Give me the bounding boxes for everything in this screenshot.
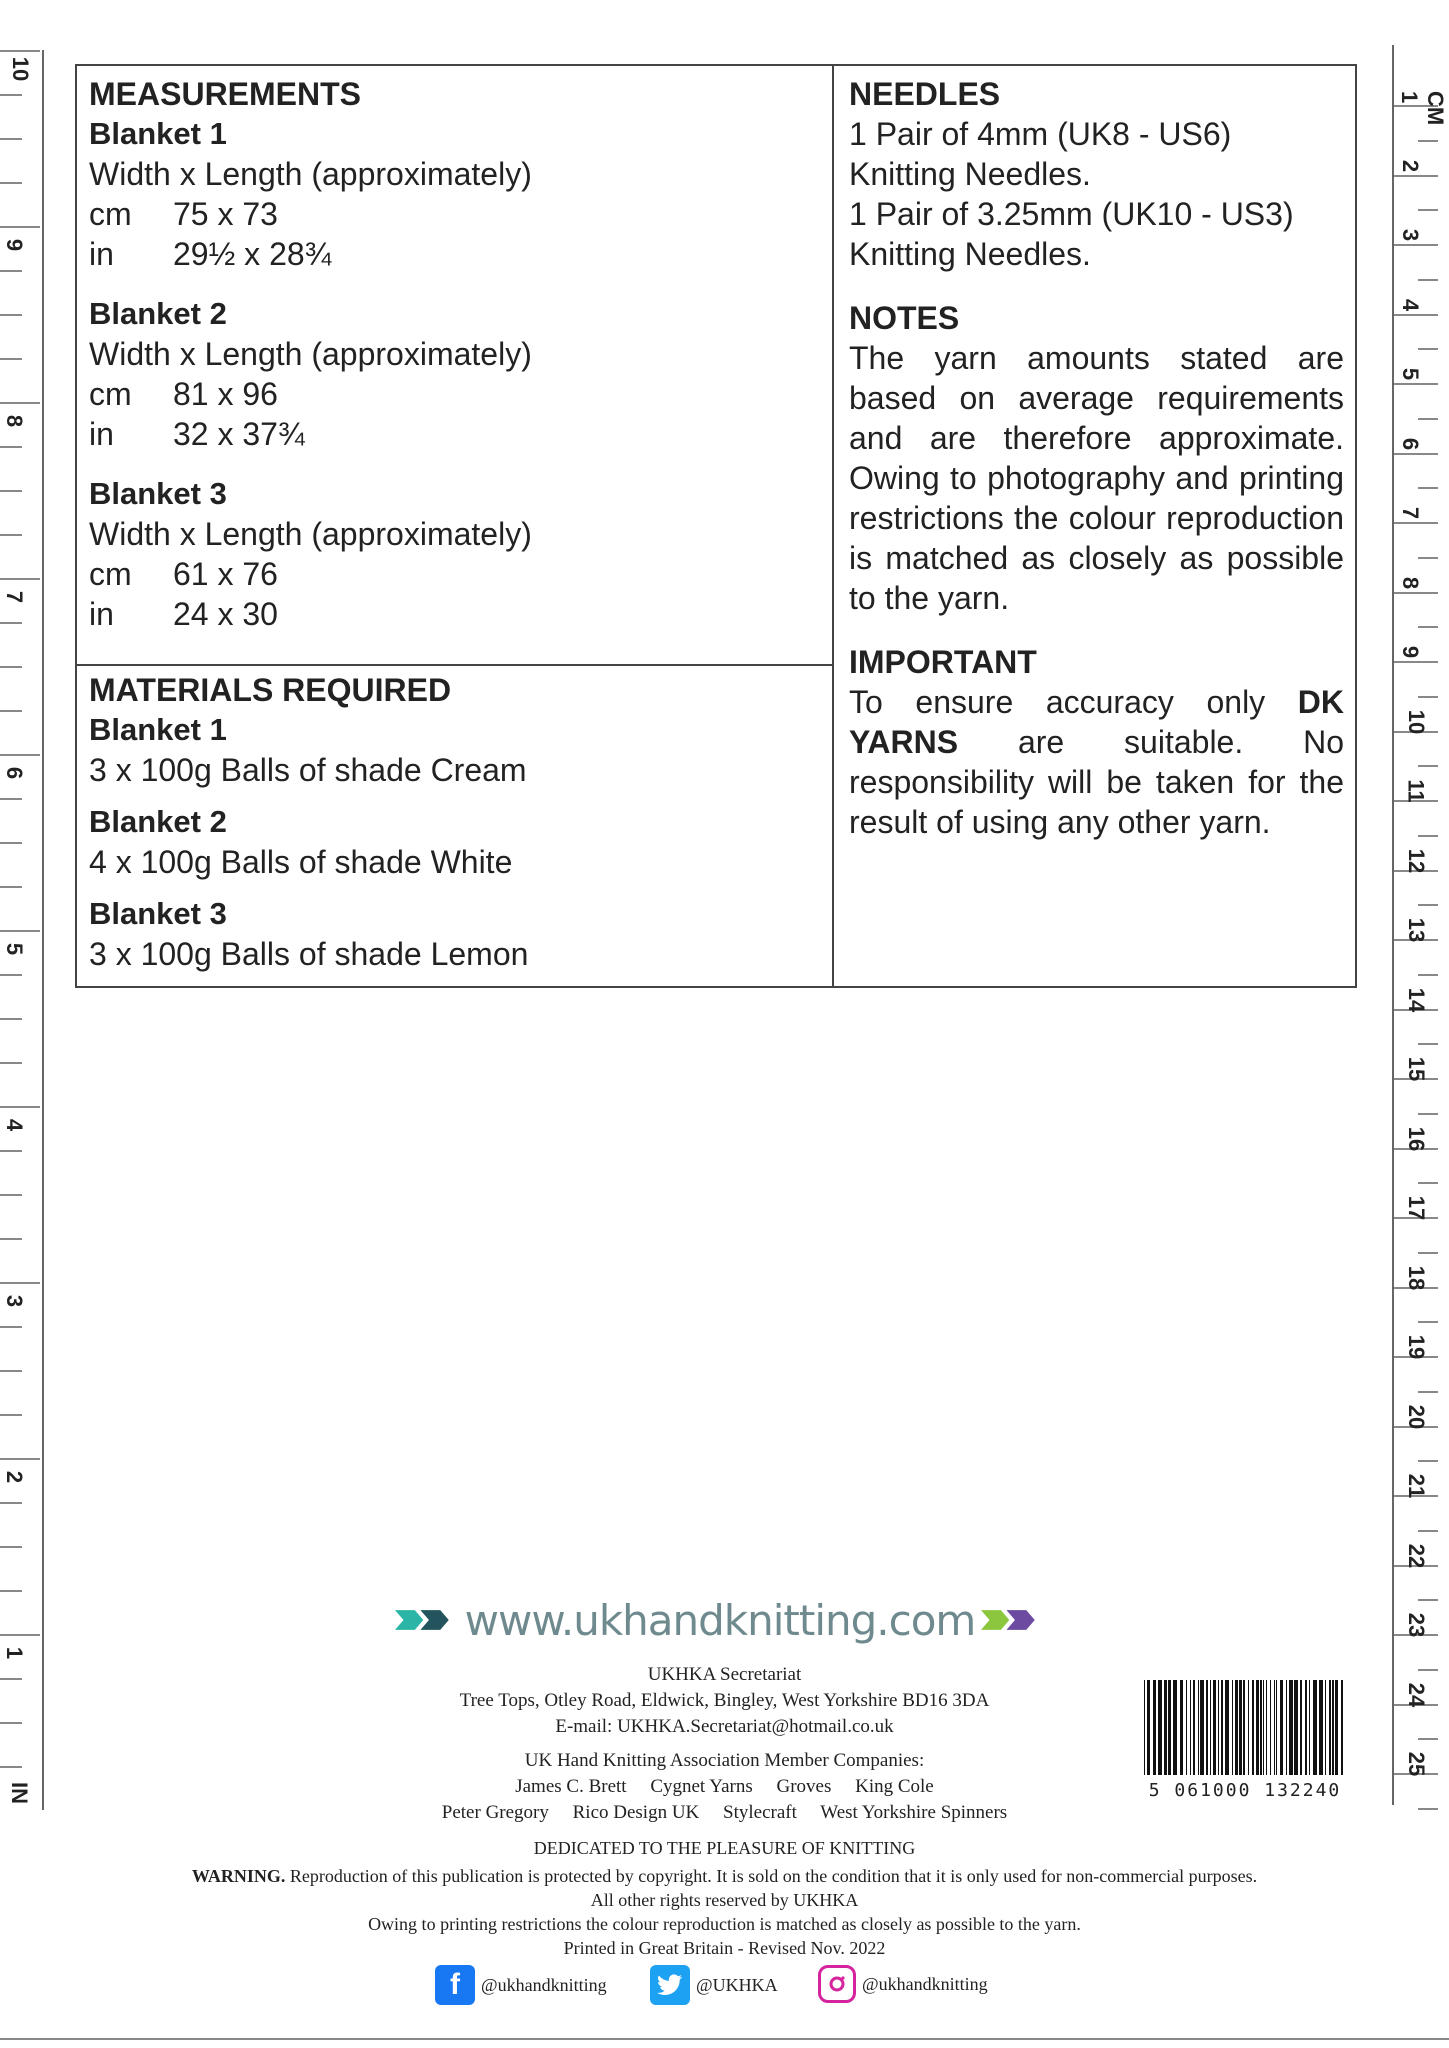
barcode-bar	[1263, 1680, 1264, 1775]
inch-ruler	[0, 50, 44, 1810]
ruler-tick	[1418, 974, 1438, 976]
in-value: 29½ x 28¾	[173, 236, 332, 272]
cm-ruler	[1392, 45, 1448, 1805]
ruler-tick	[0, 1062, 22, 1064]
ruler-number: 20	[1404, 1404, 1430, 1429]
blanket-1-measurements	[89, 114, 819, 274]
ruler-tick	[0, 534, 22, 536]
material-text: 3 x 100g Balls of shade Lemon	[89, 936, 529, 972]
ruler-tick	[1418, 487, 1438, 489]
ruler-number: 11	[1403, 779, 1429, 803]
ruler-tick	[0, 226, 40, 228]
ruler-number: 5	[1398, 367, 1424, 381]
barcode-bar	[1335, 1680, 1338, 1775]
in-label: in	[89, 416, 114, 452]
ruler-number: 7	[1398, 506, 1424, 520]
ruler-tick	[0, 1018, 22, 1020]
barcode-bar	[1232, 1680, 1233, 1775]
ruler-number: 24	[1404, 1682, 1430, 1707]
arrows-right-icon	[981, 1602, 1045, 1638]
barcode-bar	[1221, 1680, 1223, 1775]
ruler-tick	[1394, 314, 1438, 316]
ruler-tick	[1418, 835, 1438, 837]
ruler-tick	[1418, 1391, 1438, 1393]
barcode-bar	[1213, 1680, 1216, 1775]
barcode-bar	[1225, 1680, 1229, 1775]
ruler-tick	[1418, 1113, 1438, 1115]
section-divider	[77, 664, 832, 666]
barcode-bar	[1168, 1680, 1171, 1775]
ruler-tick	[0, 138, 22, 140]
barcode-bar	[1289, 1680, 1293, 1775]
website-logo	[395, 1590, 1045, 1650]
ruler-number: 2	[2, 1470, 28, 1484]
ruler-tick	[0, 182, 22, 184]
ruler-tick	[1394, 244, 1438, 246]
ruler-tick	[0, 1414, 22, 1416]
ruler-tick	[0, 886, 22, 888]
barcode-bar	[1193, 1680, 1195, 1775]
measurements-title: MEASUREMENTS	[89, 76, 362, 112]
ruler-tick	[0, 1150, 22, 1152]
ruler-tick	[1394, 522, 1438, 524]
ruler-tick	[1418, 1460, 1438, 1462]
twitter-icon	[650, 1965, 690, 2005]
measurements-section	[89, 74, 819, 634]
ruler-tick	[1394, 453, 1438, 455]
ruler-tick	[1418, 1321, 1438, 1323]
materials-title: MATERIALS REQUIRED	[89, 672, 452, 708]
column-divider	[832, 66, 834, 986]
ruler-tick	[1418, 904, 1438, 906]
ruler-number: 6	[2, 766, 28, 780]
measure-desc: Width x Length (approximately)	[89, 336, 532, 372]
ruler-tick	[0, 754, 40, 756]
warning-label: WARNING.	[191, 1866, 286, 1886]
ruler-tick	[1418, 696, 1438, 698]
blanket-name: Blanket 2	[89, 296, 227, 331]
barcode-bar	[1286, 1680, 1287, 1775]
ruler-tick	[1418, 626, 1438, 628]
in-label: in	[89, 596, 114, 632]
barcode-bar	[1252, 1680, 1254, 1775]
ruler-tick	[0, 1590, 22, 1592]
barcode	[1140, 1680, 1350, 1800]
instagram-handle: @ukhandknitting	[862, 1973, 988, 1994]
barcode-bar	[1200, 1680, 1204, 1775]
cm-label: cm	[89, 376, 132, 412]
barcode-bar	[1341, 1680, 1343, 1775]
colour-note: Owing to printing restrictions the colour reproduction is matched as closely as possible to the yarn.	[368, 1914, 1081, 1934]
barcode-bar	[1235, 1680, 1238, 1775]
ruler-tick	[0, 622, 22, 624]
page-bottom-edge	[0, 2038, 1449, 2040]
barcode-digits: 5 061000 132240	[1148, 1780, 1342, 1801]
ruler-number: 12	[1404, 848, 1430, 873]
legal-block	[0, 1836, 1449, 1960]
ruler-number: 2	[1398, 159, 1424, 172]
ruler-tick	[0, 1106, 40, 1108]
ruler-number: 8	[1398, 576, 1424, 589]
ruler-tick	[0, 270, 22, 272]
blanket-name: Blanket 1	[89, 116, 227, 151]
ruler-number: 4	[2, 1118, 28, 1132]
ruler-number: 4	[1398, 298, 1424, 311]
important-pre: To ensure accuracy only	[849, 684, 1266, 720]
measure-desc: Width x Length (approximately)	[89, 516, 532, 552]
ruler-tick	[1418, 140, 1438, 142]
barcode-bar	[1190, 1680, 1191, 1775]
ruler-number: 14	[1404, 987, 1430, 1012]
ruler-tick	[1418, 1182, 1438, 1184]
barcode-bar	[1325, 1680, 1326, 1775]
ruler-tick	[0, 94, 22, 96]
barcode-bar	[1329, 1680, 1331, 1775]
secretariat-email[interactable]: E-mail: UKHKA.Secretariat@hotmail.co.uk	[555, 1716, 894, 1737]
barcode-bar	[1309, 1680, 1310, 1775]
ruler-tick	[1394, 383, 1438, 385]
needles-line: 1 Pair of 3.25mm (UK10 - US3)	[849, 196, 1294, 232]
ruler-number: 5	[2, 942, 28, 956]
ruler-tick	[0, 358, 22, 360]
barcode-bar	[1218, 1680, 1219, 1775]
ruler-tick	[1418, 1599, 1438, 1601]
ruler-tick	[1418, 348, 1438, 350]
barcode-bar	[1206, 1680, 1208, 1775]
twitter-handle: @UKHKA	[696, 1974, 778, 1995]
cm-value: 61 x 76	[173, 556, 278, 592]
barcode-bar	[1239, 1680, 1242, 1775]
important-bold: DK YARNS	[849, 684, 1345, 760]
ruler-number: 10	[8, 56, 34, 82]
ruler-number: 13	[1404, 917, 1430, 943]
barcode-bar	[1210, 1680, 1211, 1775]
website-url[interactable]: www.ukhandknitting.com	[464, 1595, 976, 1645]
barcode-bar	[1276, 1680, 1277, 1775]
warning-text	[0, 1864, 1449, 1888]
ruler-tick	[0, 1634, 40, 1636]
instagram-icon	[818, 1965, 856, 2003]
members-line: Peter Gregory Rico Design UK Stylecraft West Yorkshire Spinners	[441, 1802, 1008, 1823]
ruler-number: 17	[1404, 1195, 1430, 1221]
ruler-tick	[0, 1326, 22, 1328]
material-text: 3 x 100g Balls of shade Cream	[89, 752, 527, 788]
materials-section	[89, 670, 819, 974]
barcode-bar	[1248, 1680, 1249, 1775]
ruler-tick	[1418, 557, 1438, 559]
ruler-number: 9	[2, 238, 28, 252]
warning-body: Reproduction of this publication is protected by copyright. It is sold on the condition that it is only used for non-commercial purposes.	[289, 1866, 1258, 1886]
ruler-tick	[1418, 1530, 1438, 1532]
ruler-tick	[1418, 418, 1438, 420]
barcode-bar	[1164, 1680, 1167, 1775]
ruler-tick	[0, 842, 22, 844]
ruler-number: 9	[1398, 645, 1424, 659]
material-blanket-name: Blanket 1	[89, 712, 227, 747]
ruler-tick	[0, 446, 22, 448]
cm-value: 81 x 96	[173, 376, 278, 412]
pattern-info-box	[75, 64, 1357, 988]
ruler-tick	[1394, 175, 1438, 177]
ruler-number: 21	[1404, 1473, 1430, 1499]
in-value: 32 x 37¾	[173, 416, 305, 452]
material-blanket-name: Blanket 3	[89, 896, 227, 931]
barcode-bar	[1173, 1680, 1177, 1775]
barcode-bar	[1313, 1680, 1317, 1775]
ruler-tick	[0, 974, 22, 976]
ruler-tick	[0, 1458, 40, 1460]
ruler-number: 25	[1404, 1751, 1430, 1777]
important-text	[849, 682, 1344, 842]
barcode-bar	[1144, 1680, 1145, 1775]
ruler-tick	[0, 402, 40, 404]
cm-value: 75 x 73	[173, 196, 278, 232]
in-value: 24 x 30	[173, 596, 278, 632]
needles-line: Knitting Needles.	[849, 236, 1091, 272]
ruler-tick	[0, 490, 22, 492]
material-blanket-name: Blanket 2	[89, 804, 227, 839]
needles-line: 1 Pair of 4mm (UK8 - US6)	[849, 116, 1232, 152]
ruler-tick	[0, 1546, 22, 1548]
barcode-bar	[1280, 1680, 1283, 1775]
ruler-number: 7	[2, 590, 28, 604]
ruler-number: 23	[1404, 1612, 1430, 1638]
ruler-tick	[1418, 765, 1438, 767]
barcode-bar	[1300, 1680, 1302, 1775]
important-post: are suitable. No responsibility will be taken for the result of using any other yarn.	[849, 724, 1344, 840]
ruler-tick	[0, 314, 22, 316]
ruler-number: 6	[1398, 437, 1424, 450]
barcode-bar	[1319, 1680, 1323, 1775]
ruler-tick	[0, 1194, 22, 1196]
secretariat-address: Tree Tops, Otley Road, Eldwick, Bingley, West Yorkshire BD16 3DA	[459, 1690, 990, 1711]
arrows-left-icon	[395, 1602, 459, 1638]
ruler-unit: IN	[7, 1782, 32, 1804]
ruler-tick	[0, 1238, 22, 1240]
printed-text: Printed in Great Britain - Revised Nov. 2022	[563, 1938, 886, 1958]
barcode-bar	[1153, 1680, 1156, 1775]
social-instagram[interactable]	[818, 1965, 988, 2003]
facebook-handle: @ukhandknitting	[481, 1974, 607, 1995]
ruler-tick	[1394, 661, 1438, 663]
barcode-bar	[1256, 1680, 1259, 1775]
ruler-tick	[0, 1502, 22, 1504]
ruler-number: 19	[1404, 1334, 1430, 1360]
barcode-bar	[1158, 1680, 1162, 1775]
ruler-number: 16	[1404, 1126, 1430, 1151]
barcode-bar	[1198, 1680, 1199, 1775]
ruler-number: 10	[1404, 709, 1430, 734]
facebook-icon: f	[435, 1965, 475, 2005]
ruler-number: 22	[1404, 1543, 1430, 1568]
barcode-bar	[1332, 1680, 1334, 1775]
barcode-bar	[1243, 1680, 1245, 1775]
ruler-tick	[0, 798, 22, 800]
dedicated-text: DEDICATED TO THE PLEASURE OF KNITTING	[533, 1838, 916, 1858]
ruler-tick	[1418, 279, 1438, 281]
ruler-tick	[0, 1282, 40, 1284]
ruler-number: 18	[1404, 1265, 1430, 1290]
barcode-bar	[1294, 1680, 1298, 1775]
ruler-number: 3	[1398, 228, 1424, 242]
measure-desc: Width x Length (approximately)	[89, 156, 532, 192]
cm-label: cm	[89, 556, 132, 592]
rights-text: All other rights reserved by UKHKA	[590, 1890, 859, 1910]
social-facebook[interactable]	[435, 1965, 607, 2005]
ruler-tick	[0, 50, 40, 52]
ruler-tick	[1418, 209, 1438, 211]
material-text: 4 x 100g Balls of shade White	[89, 844, 513, 880]
barcode-bar	[1266, 1680, 1267, 1775]
blanket-2-measurements	[89, 294, 819, 454]
notes-text: The yarn amounts stated are based on average requirements and are therefore approximate. Owing to photography and printing restrictions the colour reproduction is matched as closely as possible to the yarn.	[849, 340, 1344, 616]
ruler-tick	[1418, 1043, 1438, 1045]
important-title: IMPORTANT	[849, 644, 1037, 680]
ruler-number: 15	[1404, 1056, 1430, 1082]
ruler-tick	[0, 1370, 22, 1372]
blanket-3-measurements	[89, 474, 819, 634]
barcode-bar	[1186, 1680, 1187, 1775]
ruler-number: 3	[2, 1294, 28, 1308]
notes-title: NOTES	[849, 300, 960, 336]
barcode-bar	[1305, 1680, 1307, 1775]
members-line: James C. Brett Cygnet Yarns Groves King Cole	[515, 1776, 934, 1797]
ruler-tick	[1418, 1252, 1438, 1254]
barcode-bar	[1147, 1680, 1150, 1775]
ruler-number: 1	[2, 1646, 28, 1660]
needles-title: NEEDLES	[849, 76, 1001, 112]
ruler-number: 8	[2, 414, 28, 428]
barcode-bars	[1140, 1680, 1350, 1775]
barcode-bar	[1260, 1680, 1262, 1775]
right-column	[849, 74, 1344, 842]
in-label: in	[89, 236, 114, 272]
needles-line: Knitting Needles.	[849, 156, 1091, 192]
social-twitter[interactable]	[650, 1965, 778, 2005]
barcode-bar	[1270, 1680, 1271, 1775]
members-title: UK Hand Knitting Association Member Companies:	[524, 1750, 925, 1771]
barcode-bar	[1274, 1680, 1275, 1775]
barcode-bar	[1180, 1680, 1183, 1775]
ruler-tick	[0, 710, 22, 712]
ruler-tick	[0, 578, 40, 580]
ruler-tick	[0, 930, 40, 932]
blanket-name: Blanket 3	[89, 476, 227, 511]
ruler-tick	[1394, 592, 1438, 594]
ruler-tick	[0, 666, 22, 668]
cm-label: cm	[89, 196, 132, 232]
ruler-number: CM 1	[1397, 91, 1448, 126]
secretariat-name: UKHKA Secretariat	[647, 1664, 802, 1685]
